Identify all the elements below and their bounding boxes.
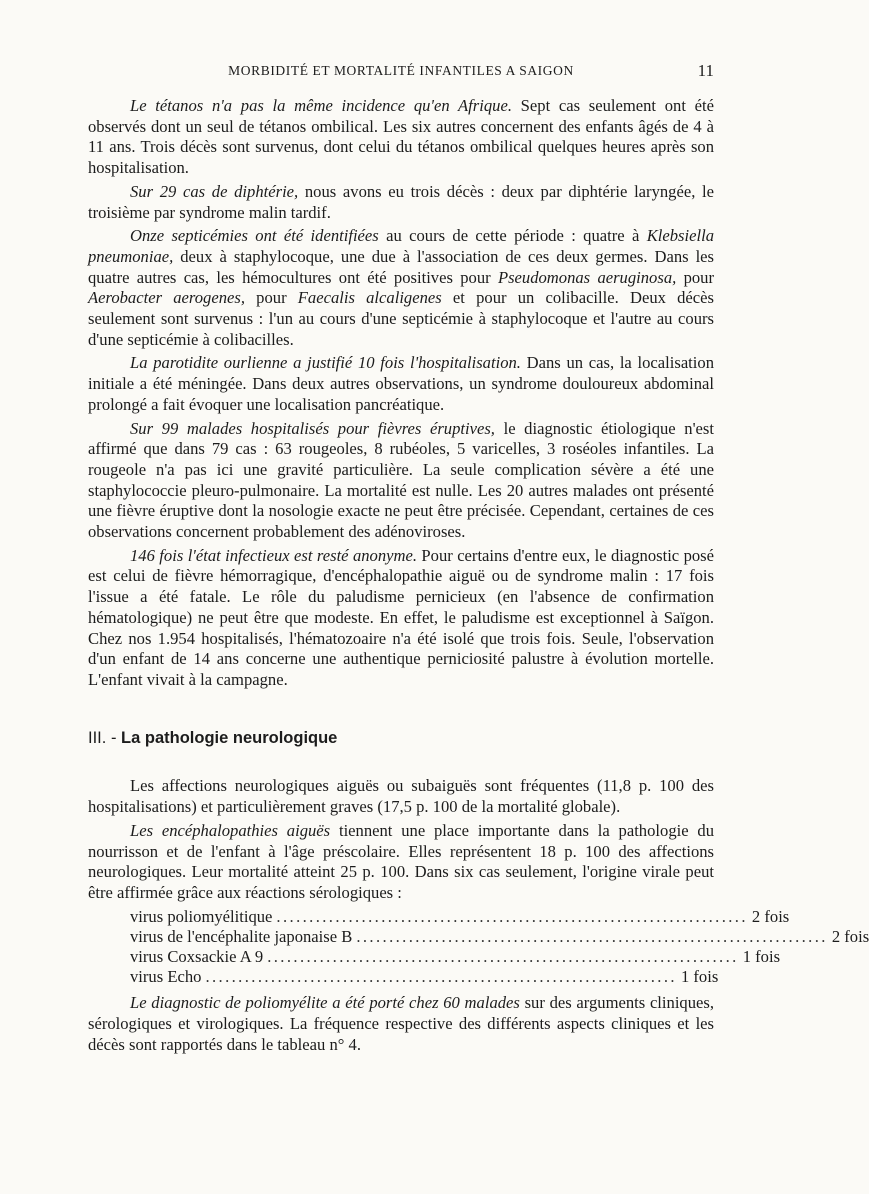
section-number: III. xyxy=(88,728,107,747)
virus-name: virus poliomyélitique xyxy=(130,906,273,926)
section-heading xyxy=(88,728,714,749)
running-title: MORBIDITÉ ET MORTALITÉ INFANTILES A SAIGON xyxy=(228,63,574,78)
body-text xyxy=(88,96,869,1058)
lead-tetanos: Le tétanos n'a pas la même incidence qu'en Afrique. xyxy=(130,96,512,115)
text-septicemies-3: pour xyxy=(676,267,714,287)
species-pseudomonas: Pseudomonas aeruginosa, xyxy=(497,267,677,287)
paragraph-affections-neurologiques xyxy=(88,776,714,817)
text-septicemies-4: pour xyxy=(244,288,298,308)
species-klebsiella: Klebsiella pneumoniae, xyxy=(88,226,714,266)
running-head xyxy=(88,61,714,81)
virus-name: virus de l'encéphalite japonaise B xyxy=(130,926,353,946)
paragraph-tetanos xyxy=(88,96,714,179)
paragraph-fievres-eruptives xyxy=(88,419,714,543)
text-poliomyelite: sur des arguments cliniques, sérologiques et virologiques. La fréquence respective des différents aspects cliniques et les décès sont rapportés dans le tableau n° 4. xyxy=(88,993,714,1054)
species-aerobacter: Aerobacter aerogenes, xyxy=(88,288,245,308)
paragraph-parotidite xyxy=(88,353,714,415)
text-septicemies-2: deux à staphylocoque, une due à l'association de ces deux germes. Dans les quatre autres cas, les hémocultures ont été positives pour xyxy=(88,246,714,287)
lead-fievres-eruptives: Sur 99 malades hospitalisés pour fièvres éruptives, xyxy=(130,418,495,438)
leader-dots: ........................................................................ xyxy=(276,906,748,926)
text-encephalopathies: tiennent une place importante dans la pathologie du nourrisson et de l'enfant à l'âge préscolaire. Elles représentent 18 p. 100 des affections neurologiques. Leur mortalité atteint 25 p. 100. Dans six cas seulement, l'origine virale peut être affirmée grâce aux réactions sérologiques : xyxy=(88,820,714,902)
lead-poliomyelite: Le diagnostic de poliomyélite a été porté chez 60 malades xyxy=(130,993,520,1013)
text-diphterie: nous avons eu trois décès : deux par diphtérie laryngée, le troisième par syndrome malin tardif. xyxy=(88,181,714,222)
text-affections-neurologiques: Les affections neurologiques aiguës ou subaiguës sont fréquentes (11,8 p. 100 des hospitalisations) et particulièrement graves (17,5 p. 100 de la mortalité globale). xyxy=(88,776,714,817)
paragraph-etat-infectieux xyxy=(88,546,714,691)
lead-parotidite: La parotidite ourlienne a justifié 10 fois l'hospitalisation. xyxy=(130,353,521,373)
text-fievres-eruptives: le diagnostic étiologique n'est affirmé que dans 79 cas : 63 rougeoles, 8 rubéoles, 5 varicelles, 3 roséoles infantiles. La rougeole n'a pas ici une gravité particulière. La seule complication sévère a été une staphylococcie pleuro-pulmonaire. La mortalité est nulle. Les 20 autres malades ont présenté une fièvre éruptive dont la nosologie exacte ne peut être précisée. Cependant, certaines de ces observations concernent probablement des adénoviroses. xyxy=(88,418,714,542)
leader-dots: ........................................................................ xyxy=(205,967,677,987)
paragraph-diphterie xyxy=(88,182,714,223)
list-item xyxy=(130,926,869,947)
virus-count: 1 fois xyxy=(680,967,719,987)
section-title: La pathologie neurologique xyxy=(121,728,338,747)
page-number: 11 xyxy=(697,61,714,80)
virus-count: 2 fois xyxy=(751,906,790,926)
lead-septicemies: Onze septicémies ont été identifiées xyxy=(130,226,379,246)
text-parotidite: Dans un cas, la localisation initiale a été méningée. Dans deux autres observations, un syndrome douloureux abdominal prolongé a fait évoquer une localisation pancréatique. xyxy=(88,353,714,414)
virus-count: 2 fois xyxy=(831,926,869,946)
text-tetanos: Sept cas seulement ont été observés dont un seul de tétanos ombilical. Les six autres concernent des enfants âgés de 4 à 11 ans. Trois décès sont survenus, dont celui du tétanos ombilical quelques heures après son hospitalisation. xyxy=(88,96,715,178)
list-item xyxy=(130,967,719,987)
paragraph-septicemies xyxy=(88,226,714,350)
leader-dots: ........................................................................ xyxy=(267,946,739,966)
paragraph-poliomyelite xyxy=(88,993,714,1055)
list-item xyxy=(130,946,781,967)
species-faecalis: Faecalis alcaligenes xyxy=(297,288,442,308)
lead-encephalopathies: Les encéphalopathies aiguës xyxy=(130,820,331,840)
virus-name: virus Coxsackie A 9 xyxy=(130,946,264,966)
list-item xyxy=(130,906,790,927)
leader-dots: ........................................................................ xyxy=(356,926,828,946)
lead-diphterie: Sur 29 cas de diphtérie, xyxy=(130,181,299,201)
paragraph-encephalopathies xyxy=(88,821,714,904)
text-septicemies-5: et pour un colibacille. Deux décès seulement sont survenus : l'un au cours d'une septicémie à staphylocoque et l'autre au cours d'une septicémie à colibacilles. xyxy=(88,288,714,349)
text-septicemies-1: au cours de cette période : quatre à xyxy=(378,226,647,246)
virus-list xyxy=(130,906,869,988)
text-etat-infectieux: Pour certains d'entre eux, le diagnostic posé est celui de fièvre hémorragique, d'encéphalopathie aiguë ou de syndrome malin : 17 fois l'issue a été fatale. Le rôle du paludisme pernicieux (en l'absence de confirmation hématologique) ne peut être que modeste. En effet, le paludisme est exceptionnel à Saïgon. Chez nos 1.954 hospitalisés, l'hématozoaire n'a été isolé que trois fois. Seule, l'observation d'un enfant de 14 ans concerne une authentique perniciosité palustre à évolution mortelle. L'enfant vivait à la campagne. xyxy=(88,545,715,689)
virus-count: 1 fois xyxy=(742,946,781,966)
lead-etat-infectieux: 146 fois l'état infectieux est resté anonyme. xyxy=(130,545,418,565)
section-dash: - xyxy=(110,728,117,747)
virus-name: virus Echo xyxy=(130,967,202,987)
